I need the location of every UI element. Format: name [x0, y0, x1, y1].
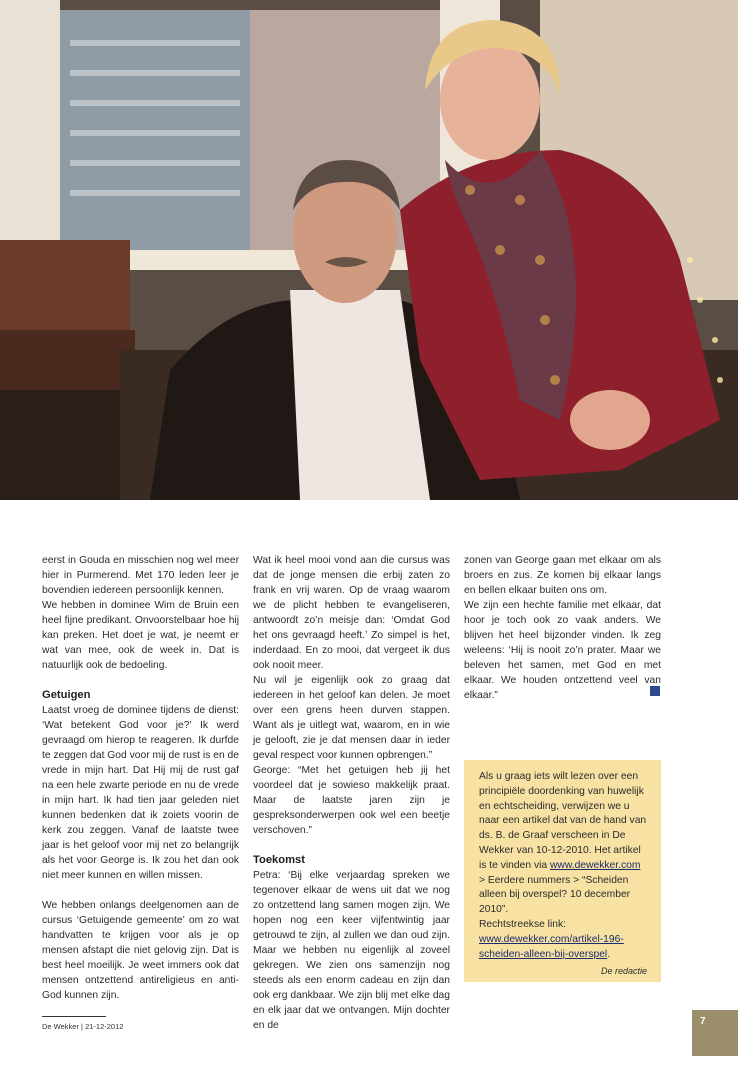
- section-heading-toekomst: Toekomst: [253, 854, 306, 866]
- paragraph: Nu wil je eigenlijk ook zo graag dat iedereen in het geloof kan delen. Je moet over een grens heen durven stappen. Want als je uitlegt wat, waarom, en in wie je gelooft, zie je dat mensen daar in ieder geval respect voor kunnen opbrengen.”: [253, 675, 450, 761]
- paragraph: eerst in Gouda en misschien nog wel meer hier in Purmerend. Met 170 leden leer je bovendien iedereen persoonlijk kennen.: [42, 555, 239, 596]
- reference-infobox: [464, 760, 661, 982]
- paragraph: Petra: ‘Bij elke verjaardag spreken we tegenover elkaar de wens uit dat we nog zo ontzettend lang samen mogen zijn. We hopen nog een keer vijfentwintig jaar getrouwd te zijn, al zullen we dan oud zijn. Maar we hebben nu eigenlijk al zoveel gekregen. We zien ons samenzijn nog steeds als een enorm cadeau en zijn dan ook erg dankbaar. We zijn blij met elke dag en elk jaar dat we ontvangen. Mijn dochter en de: [253, 870, 450, 1031]
- couple-portrait-photo: [0, 0, 738, 500]
- infobox-text: .: [607, 948, 611, 960]
- dewekker-link[interactable]: www.dewekker.com: [549, 859, 641, 871]
- article-column-3: [464, 553, 661, 718]
- article-end-mark: [650, 686, 660, 696]
- footer-rule: [42, 1016, 106, 1017]
- paragraph: George: “Met het getuigen heb jij het voordeel dat je sowieso makkelijk praat. Maar de laatste jaren zijn je gespreksonderwerpen ook wel een beetje verschoven.”: [253, 765, 450, 836]
- infobox-text: > Eerdere nummers > “Scheiden alleen bij overspel? 10 december 2010”.: [479, 874, 631, 916]
- article-direct-link[interactable]: www.dewekker.com/artikel-196-scheiden-alleen-bij-overspel: [479, 933, 624, 960]
- page-number-tab: [692, 1010, 738, 1056]
- infobox-text: Rechtstreekse link:: [479, 918, 566, 930]
- paragraph: We zijn een hechte familie met elkaar, dat hoor je toch ook zo vaak anders. We blijven het heel bijzonder vinden. Ik zeg weleens: ‘Hij is nooit zo’n prater. Maar we beleven het samen, met God en met elkaar. We houden ontzettend veel van elkaar.”: [464, 600, 661, 701]
- paragraph: We hebben in dominee Wim de Bruin een heel fijne predikant. Onvoorstelbaar hoe hij kan preken. Het doet je wat, je neemt er wat van mee, ook de week in. Dat is natuurlijk ook de bedoeling.: [42, 600, 239, 671]
- article-column-2: [253, 553, 450, 1048]
- paragraph: Laatst vroeg de dominee tijdens de dienst: ‘Wat betekent God voor je?’ Ik werd gevraagd om hierop te reageren. Ik durfde te zeggen dat God voor mij de rust is en de vrede in mijn hart. Dat Hij mij de rust gaf na een hele zwarte periode en nu de vrede in mijn hart. Ik had tien jaar geleden niet kunnen bedenken dat ik zoiets voorin de kerk zou zeggen. Vanaf de laatste twee jaar is het geloof voor mij net zo belangrijk als het voor George is. Ik zou het dan ook niet meer kunnen en willen missen.: [42, 705, 239, 881]
- editorial-credit: De redactie: [600, 966, 647, 977]
- infobox-text: Als u graag iets wilt lezen over een principiële doordenking van huwelijk en echtscheiding, verwijzen we u naar een artikel dat van de hand van ds. B. de Graaf verscheen in De Wekker van 10-12-2010. Het artikel is te vinden via: [479, 771, 647, 871]
- paragraph: Wat ik heel mooi vond aan die cursus was dat de jonge mensen die erbij zaten zo frank en vrij waren. Op de vraag waarom we de plicht hebben te evangeliseren, antwoordt zo’n meisje dan: ‘Omdat God het ons gevraagd heeft.’ Zo simpel is het, inderdaad. En zo mooi, dat vergeet ik dus ook nooit meer.: [253, 555, 450, 671]
- paragraph: We hebben onlangs deelgenomen aan de cursus ‘Getuigende gemeente’ om zo wat handvatten te krijgen voor als je op mensen afstapt die niet gelovig zijn. Dat is best heel moeilijk. Je weet immers ook dat mensen ontzettend antireligieus en anti-God kunnen zijn.: [42, 900, 239, 1001]
- article-column-1: [42, 553, 239, 1018]
- section-heading-getuigen: Getuigen: [42, 689, 91, 701]
- footer-publication: De Wekker | 21-12-2012: [42, 1022, 124, 1031]
- photo-illustration: [0, 0, 738, 500]
- page-number: 7: [700, 1016, 706, 1027]
- paragraph: zonen van George gaan met elkaar om als broers en zus. Ze komen bij elkaar langs en bellen elkaar buiten ons om.: [464, 555, 661, 596]
